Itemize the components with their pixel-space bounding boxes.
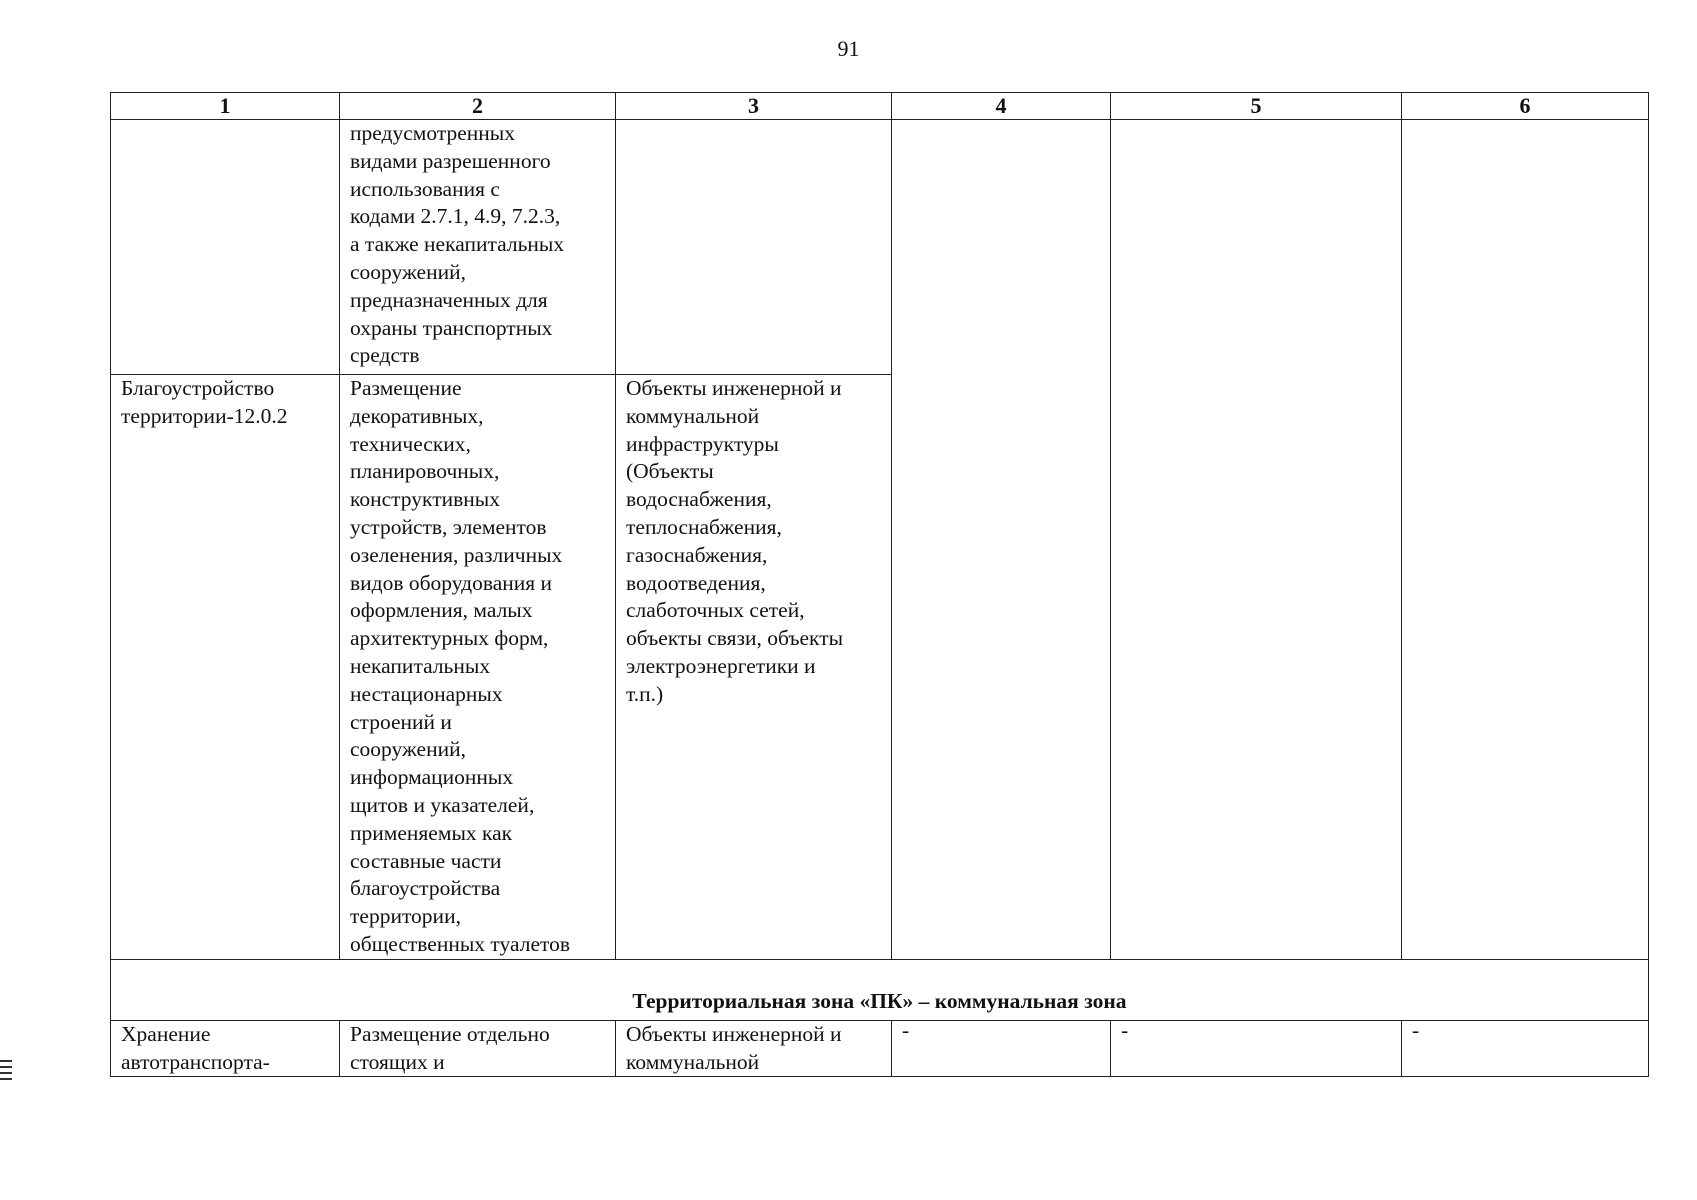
column-header-1: 1 [111,93,340,120]
table-cell-column-5: - [1111,1020,1402,1077]
table-cell-column-4: - [892,1020,1111,1077]
column-header-3: 3 [616,93,892,120]
zone-heading-row [111,959,1649,1020]
column-header-2: 2 [340,93,616,120]
table-cell-land-use-type: Благоустройство территории-12.0.2 [111,375,340,960]
table-cell-land-use-type: Хранение автотранспорта- [111,1020,340,1077]
table-row [111,120,1649,375]
table-cell-column-6: - [1402,1020,1649,1077]
scan-margin-marks [0,1060,12,1084]
table-header-row [111,93,1649,120]
table-cell-column-6 [1402,120,1649,960]
zoning-regulations-table [110,92,1649,1077]
table-cell-land-use-type [111,120,340,375]
table-row [111,1020,1649,1077]
table-cell-permitted-objects [616,120,892,375]
table-cell-column-4 [892,120,1111,960]
table-cell-description: предусмотренных видами разрешенного использования с кодами 2.7.1, 4.9, 7.2.3, а также некапитальных сооружений, предназначенных для охраны транспортных средств [340,120,616,375]
table-cell-description: Размещение отдельно стоящих и [340,1020,616,1077]
zone-title: Территориальная зона «ПК» – коммунальная зона [111,959,1649,1020]
table-cell-column-5 [1111,120,1402,960]
table-cell-permitted-objects: Объекты инженерной и коммунальной инфраструктуры (Объекты водоснабжения, теплоснабжения, газоснабжения, водоотведения, слаботочных сетей, объекты связи, объекты электроэнергетики и т.п.) [616,375,892,960]
column-header-6: 6 [1402,93,1649,120]
column-header-4: 4 [892,93,1111,120]
page-number: 91 [837,36,860,61]
table-cell-permitted-objects: Объекты инженерной и коммунальной [616,1020,892,1077]
table-cell-description: Размещение декоративных, технических, планировочных, конструктивных устройств, элементов озеленения, различных видов оборудования и оформления, малых архитектурных форм, некапитальных нестационарных строений и сооружений, информационных щитов и указателей, применяемых как составные части благоустройства территории, общественных туалетов [340,375,616,960]
column-header-5: 5 [1111,93,1402,120]
